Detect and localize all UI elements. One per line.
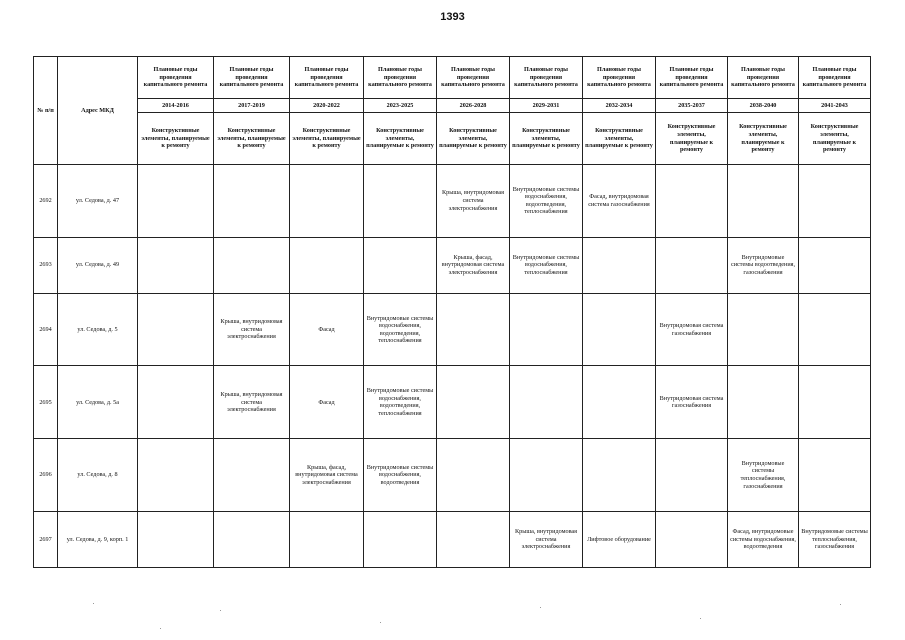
planned-years-label: Плановые годы проведения капитального ремонта — [138, 57, 214, 99]
repair-cell — [364, 237, 437, 293]
repair-cell — [290, 237, 364, 293]
planned-years-label: Плановые годы проведения капитального ремонта — [728, 57, 799, 99]
repair-cell — [290, 511, 364, 567]
row-address: ул. Седова, д. 49 — [58, 237, 138, 293]
repair-cell — [138, 237, 214, 293]
repair-cell: Внутридомовые системы теплоснабжения, газоснабжения — [728, 439, 799, 512]
repair-cell — [583, 293, 656, 366]
column-header-address: Адрес МКД — [58, 57, 138, 165]
repair-cell — [437, 439, 510, 512]
header-row-elements — [34, 113, 871, 165]
period-header: 2038-2040 — [728, 99, 799, 113]
elements-label: Конструктивные элементы, планируемые к ремонту — [583, 113, 656, 165]
repair-cell — [138, 366, 214, 439]
elements-label: Конструктивные элементы, планируемые к ремонту — [364, 113, 437, 165]
repair-cell — [437, 293, 510, 366]
row-number: 2697 — [34, 511, 58, 567]
planned-years-label: Плановые годы проведения капитального ремонта — [214, 57, 290, 99]
repair-cell — [437, 511, 510, 567]
table-row — [34, 439, 871, 512]
header-row-planned-years — [34, 57, 871, 99]
repair-cell — [510, 293, 583, 366]
elements-label: Конструктивные элементы, планируемые к ремонту — [728, 113, 799, 165]
repair-cell: Внутридомовые системы водоснабжения, теплоснабжения — [510, 237, 583, 293]
repair-cell — [656, 439, 728, 512]
elements-label: Конструктивные элементы, планируемые к ремонту — [799, 113, 871, 165]
elements-label: Конструктивные элементы, планируемые к ремонту — [656, 113, 728, 165]
repair-cell — [214, 237, 290, 293]
period-header: 2029-2031 — [510, 99, 583, 113]
repair-cell — [364, 165, 437, 238]
period-header: 2017-2019 — [214, 99, 290, 113]
repair-cell — [799, 237, 871, 293]
repair-cell — [510, 366, 583, 439]
repair-cell — [364, 511, 437, 567]
repair-cell: Крыша, внутридомовая система электроснабжения — [510, 511, 583, 567]
repair-cell — [214, 511, 290, 567]
row-number: 2694 — [34, 293, 58, 366]
planned-years-label: Плановые годы проведения капитального ремонта — [583, 57, 656, 99]
planned-years-label: Плановые годы проведения капитального ремонта — [799, 57, 871, 99]
repair-cell: Фасад, внутридомовые системы водоснабжения, водоотведения — [728, 511, 799, 567]
repair-cell: Внутридомовые системы водоснабжения, водоотведения, теплоснабжения — [364, 366, 437, 439]
period-header: 2035-2037 — [656, 99, 728, 113]
planned-years-label: Плановые годы проведения капитального ремонта — [510, 57, 583, 99]
table-row — [34, 511, 871, 567]
elements-label: Конструктивные элементы, планируемые к ремонту — [138, 113, 214, 165]
repair-cell — [138, 439, 214, 512]
row-address: ул. Седова, д. 47 — [58, 165, 138, 238]
repair-cell: Фасад — [290, 366, 364, 439]
repair-cell — [728, 165, 799, 238]
repair-cell — [656, 165, 728, 238]
repair-cell — [583, 366, 656, 439]
row-number: 2695 — [34, 366, 58, 439]
period-header: 2023-2025 — [364, 99, 437, 113]
elements-label: Конструктивные элементы, планируемые к ремонту — [290, 113, 364, 165]
repair-cell — [656, 237, 728, 293]
repair-cell — [214, 165, 290, 238]
repair-cell: Внутридомовые системы водоснабжения, водоотведения, теплоснабжения — [364, 293, 437, 366]
table-row — [34, 293, 871, 366]
repair-cell: Фасад, внутридомовая система газоснабжения — [583, 165, 656, 238]
table-body — [34, 165, 871, 568]
repair-cell: Внутридомовые системы водоснабжения, водоотведения — [364, 439, 437, 512]
page-number: 1393 — [440, 11, 465, 23]
repair-cell — [510, 439, 583, 512]
row-number: 2693 — [34, 237, 58, 293]
planned-years-label: Плановые годы проведения капитального ремонта — [437, 57, 510, 99]
repair-cell: Внутридомовые системы водоотведения, газоснабжения — [728, 237, 799, 293]
repair-cell: Крыша, фасад, внутридомовая система электроснабжения — [437, 237, 510, 293]
repair-cell — [583, 237, 656, 293]
repair-cell — [799, 439, 871, 512]
repair-cell — [728, 293, 799, 366]
repair-cell: Крыша, внутридомовая система электроснабжения — [214, 293, 290, 366]
period-header: 2032-2034 — [583, 99, 656, 113]
planned-years-label: Плановые годы проведения капитального ремонта — [364, 57, 437, 99]
period-header: 2020-2022 — [290, 99, 364, 113]
row-address: ул. Седова, д. 5 — [58, 293, 138, 366]
row-address: ул. Седова, д. 8 — [58, 439, 138, 512]
row-address: ул. Седова, д. 5а — [58, 366, 138, 439]
repair-cell: Лифтовое оборудование — [583, 511, 656, 567]
repair-cell — [799, 165, 871, 238]
repair-cell: Внутридомовая система газоснабжения — [656, 366, 728, 439]
elements-label: Конструктивные элементы, планируемые к ремонту — [437, 113, 510, 165]
row-address: ул. Седова, д. 9, корп. 1 — [58, 511, 138, 567]
repair-cell: Крыша, внутридомовая система электроснабжения — [437, 165, 510, 238]
table-header — [34, 57, 871, 165]
repair-cell — [583, 439, 656, 512]
repair-cell — [437, 366, 510, 439]
header-row-periods — [34, 99, 871, 113]
row-number: 2696 — [34, 439, 58, 512]
period-header: 2014-2016 — [138, 99, 214, 113]
repair-cell: Крыша, внутридомовая система электроснабжения — [214, 366, 290, 439]
elements-label: Конструктивные элементы, планируемые к ремонту — [510, 113, 583, 165]
repair-cell: Внутридомовые системы водоснабжения, водоотведения, теплоснабжения — [510, 165, 583, 238]
repair-cell — [728, 366, 799, 439]
repair-cell — [799, 293, 871, 366]
period-header: 2026-2028 — [437, 99, 510, 113]
repair-cell: Внутридомовые системы теплоснабжения, газоснабжения — [799, 511, 871, 567]
repair-cell — [138, 165, 214, 238]
repair-cell — [138, 293, 214, 366]
period-header: 2041-2043 — [799, 99, 871, 113]
elements-label: Конструктивные элементы, планируемые к ремонту — [214, 113, 290, 165]
table-row — [34, 237, 871, 293]
planned-years-label: Плановые годы проведения капитального ремонта — [290, 57, 364, 99]
table-row — [34, 366, 871, 439]
repair-cell — [214, 439, 290, 512]
repair-cell: Крыша, фасад, внутридомовая система электроснабжения — [290, 439, 364, 512]
table-row — [34, 165, 871, 238]
planned-years-label: Плановые годы проведения капитального ремонта — [656, 57, 728, 99]
repair-cell: Внутридомовая система газоснабжения — [656, 293, 728, 366]
repair-cell — [138, 511, 214, 567]
capital-repair-table — [33, 56, 871, 568]
repair-cell — [656, 511, 728, 567]
repair-cell: Фасад — [290, 293, 364, 366]
repair-cell — [290, 165, 364, 238]
row-number: 2692 — [34, 165, 58, 238]
column-header-number: № п/п — [34, 57, 58, 165]
repair-cell — [799, 366, 871, 439]
